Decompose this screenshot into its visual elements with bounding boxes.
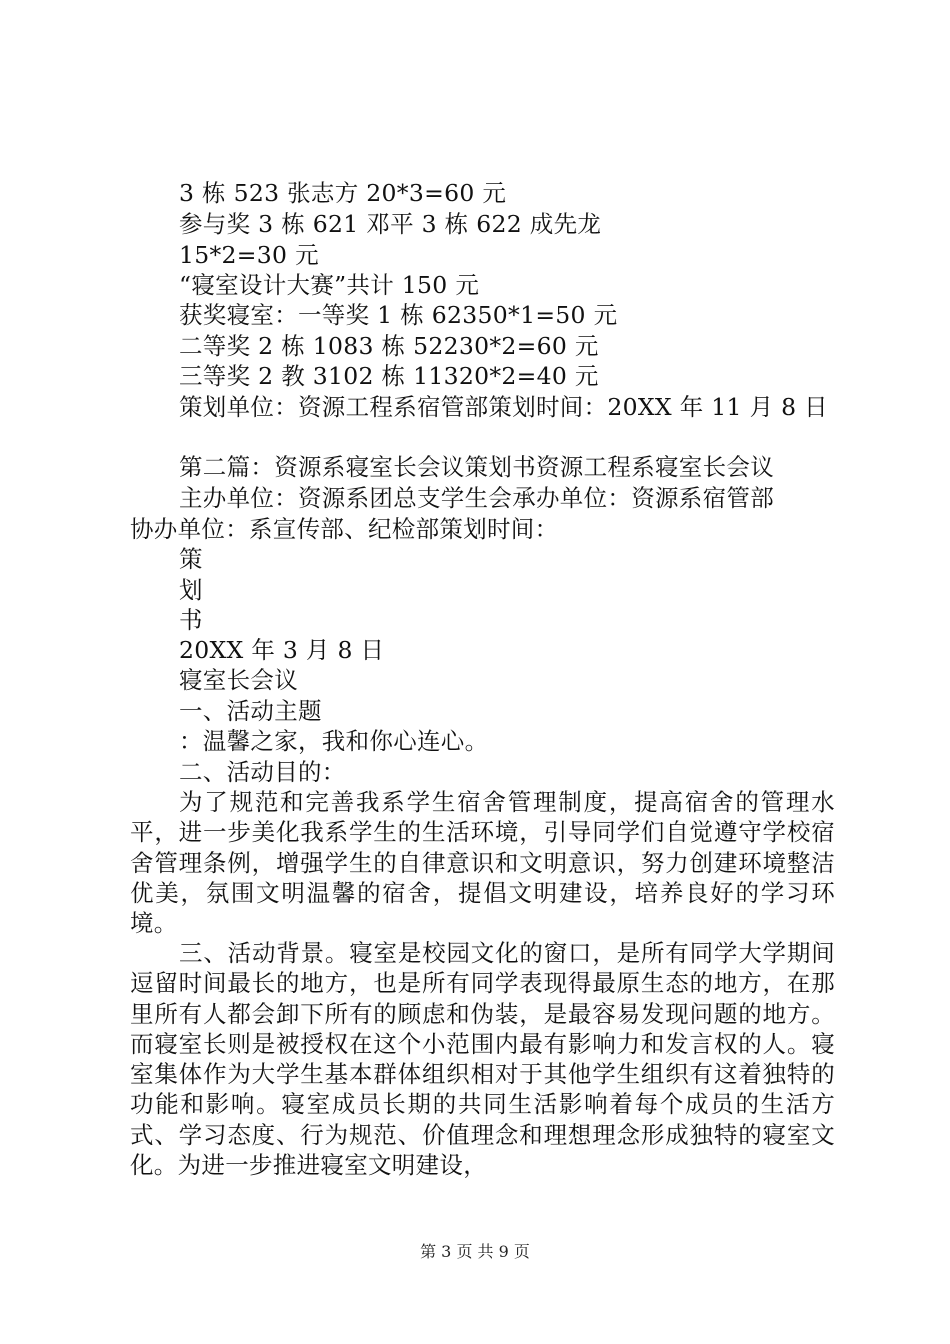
text-line-host-unit: 主办单位：资源系团总支学生会承办单位：资源系宿管部 bbox=[179, 484, 774, 512]
text-line-title-char-2: 划 bbox=[179, 576, 203, 604]
section-heading-purpose: 二、活动目的： bbox=[179, 758, 346, 786]
text-line-planning-unit: 策划单位：资源工程系宿管部策划时间：20XX 年 11 月 8 日 bbox=[179, 393, 828, 421]
text-line-third-prize: 三等奖 2 教 3102 栋 11320*2=40 元 bbox=[179, 362, 599, 390]
section-heading-theme: 一、活动主题 bbox=[179, 697, 322, 725]
page-footer: 第 3 页 共 9 页 bbox=[420, 1242, 530, 1261]
text-line-date: 20XX 年 3 月 8 日 bbox=[179, 636, 385, 664]
text-line-first-prize: 获奖寝室：一等奖 1 栋 62350*1=50 元 bbox=[179, 301, 618, 329]
text-line-contest-total: “寝室设计大赛”共计 150 元 bbox=[179, 271, 480, 299]
text-line-second-prize: 二等奖 2 栋 1083 栋 52230*2=60 元 bbox=[179, 332, 599, 360]
text-line-title-char-1: 策 bbox=[179, 545, 203, 573]
text-line-participation-amount: 15*2=30 元 bbox=[179, 241, 319, 269]
paragraph-background: 三、活动背景。寝室是校园文化的窗口，是所有同学大学期间逗留时间最长的地方，也是所有同学表现得最原生态的地方，在那里所有人都会卸下所有的顾虑和伪装，是最容易发现问题的地方。而寝室长则是被授权在这个小范围内最有影响力和发言权的人。寝室集体作为大学生基本群体组织相对于其他学生组织有这着独特的功能和影响。寝室成员长期的共同生活影响着每个成员的生活方式、学习态度、行为规范、价值理念和理想理念形成独特的寝室文化。为进一步推进寝室文明建设， bbox=[130, 939, 835, 1180]
text-line-co-host-unit: 协办单位：系宣传部、纪检部策划时间： bbox=[130, 515, 559, 543]
text-line-participation-award: 参与奖 3 栋 621 邓平 3 栋 622 成先龙 bbox=[179, 210, 602, 238]
section-heading-part-two: 第二篇：资源系寝室长会议策划书资源工程系寝室长会议 bbox=[179, 453, 774, 481]
text-line-meeting-name: 寝室长会议 bbox=[179, 666, 298, 694]
text-line-theme: ：温馨之家，我和你心连心。 bbox=[179, 727, 489, 755]
paragraph-purpose: 为了规范和完善我系学生宿舍管理制度，提高宿舍的管理水平，进一步美化我系学生的生活环境，引导同学们自觉遵守学校宿舍管理条例，增强学生的自律意识和文明意识，努力创建环境整洁优美，氛围文明温馨的宿舍，提倡文明建设，培养良好的学习环境。 bbox=[130, 788, 835, 938]
text-line-prize-entry: 3 栋 523 张志方 20*3=60 元 bbox=[179, 179, 507, 207]
text-line-title-char-3: 书 bbox=[179, 606, 203, 634]
